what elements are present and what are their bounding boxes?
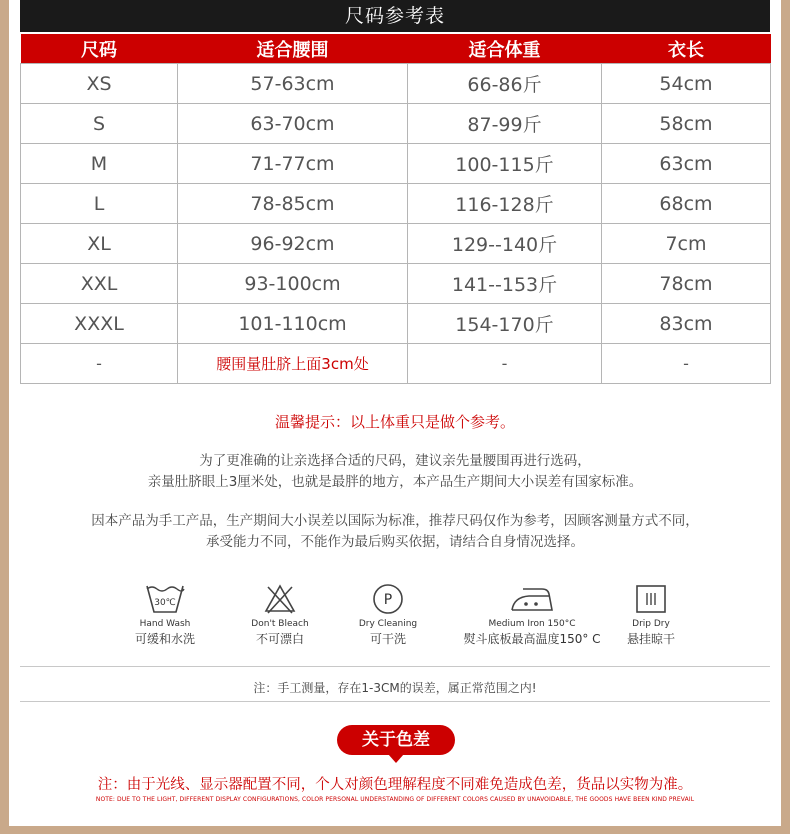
table-cell: 54cm — [602, 64, 771, 104]
table-cell: 83cm — [602, 304, 771, 344]
table-cell: S — [21, 104, 178, 144]
care-label-zh: 不可漂白 — [255, 632, 304, 646]
warm-tip: 温馨提示：以上体重只是做个参考。 — [274, 413, 515, 431]
disclaimer-line: 承受能力不同，不能作为最后购买依据，请结合自身情况选择。 — [206, 534, 584, 550]
table-cell: 101-110cm — [178, 304, 408, 344]
table-cell: 141--153斤 — [408, 264, 602, 304]
table-cell: 78cm — [602, 264, 771, 304]
table-row — [21, 224, 771, 264]
dry-clean-icon — [370, 583, 406, 615]
dry-clean-letter: P — [383, 592, 393, 608]
disclaimer-line: 因本产品为手工产品，生产期间大小误差以国际为标准，推荐尺码仅作为参考，因顾客测量方式不同， — [91, 513, 699, 529]
care-label-en: Don't Bleach — [251, 619, 309, 629]
waist-measure-note: 腰围量肚脐上面3cm处 — [178, 344, 408, 384]
handmade-disclaimer — [0, 511, 790, 553]
no-bleach-icon — [262, 583, 298, 615]
table-cell: M — [21, 144, 178, 184]
table-cell: 63-70cm — [178, 104, 408, 144]
table-cell: XS — [21, 64, 178, 104]
column-header: 衣长 — [602, 34, 771, 64]
table-row — [21, 64, 771, 104]
size-chart-table — [20, 34, 771, 384]
table-cell: 93-100cm — [178, 264, 408, 304]
table-row — [21, 304, 771, 344]
color-difference-note-en: NOTE: DUE TO THE LIGHT, DIFFERENT DISPLAY CONFIGURATIONS, COLOR PERSONAL UNDERSTANDING OF DIFFERENT COLORS CAUSED BY UNAVOIDABLE, THE GOODS HAVE BEEN KIND PREVAIL — [95, 796, 695, 803]
table-cell: - — [602, 344, 771, 384]
color-difference-badge: 关于色差 — [337, 725, 455, 755]
column-header: 尺码 — [21, 34, 178, 64]
badge-pointer — [388, 754, 404, 763]
advice-line: 为了更准确的让亲选择合适的尺码，建议亲先量腰围再进行选码， — [199, 453, 591, 469]
wash-temperature: 30℃ — [154, 598, 176, 608]
table-cell: 87-99斤 — [408, 104, 602, 144]
table-cell: - — [21, 344, 178, 384]
table-cell: 116-128斤 — [408, 184, 602, 224]
column-header: 适合腰围 — [178, 34, 408, 64]
care-label-en: Drip Dry — [632, 619, 670, 629]
table-cell: 154-170斤 — [408, 304, 602, 344]
care-label-zh: 可干洗 — [369, 632, 406, 646]
table-cell: 66-86斤 — [408, 64, 602, 104]
care-item-no-bleach — [225, 583, 335, 647]
table-cell: 100-115斤 — [408, 144, 602, 184]
care-item-dry-clean — [333, 583, 443, 647]
care-item-drip-dry — [596, 583, 706, 647]
care-label-zh: 可缓和水洗 — [134, 632, 195, 646]
table-header-row — [21, 34, 771, 64]
table-cell: - — [408, 344, 602, 384]
table-cell: 7cm — [602, 224, 771, 264]
table-cell: 68cm — [602, 184, 771, 224]
advice-line: 亲量肚脐眼上3厘米处，也就是最胖的地方，本产品生产期间大小误差有国家标准。 — [147, 474, 643, 490]
drip-dry-icon — [633, 583, 669, 615]
table-cell: 71-77cm — [178, 144, 408, 184]
care-item-iron — [452, 583, 612, 647]
care-label-en: Dry Cleaning — [358, 619, 418, 629]
table-cell: 57-63cm — [178, 64, 408, 104]
table-row — [21, 344, 771, 384]
table-row — [21, 104, 771, 144]
table-cell: 58cm — [602, 104, 771, 144]
page-title: 尺码参考表 — [20, 0, 770, 32]
color-difference-note: 注：由于光线、显示器配置不同，个人对颜色理解程度不同难免造成色差，货品以实物为准。 — [97, 777, 693, 793]
care-label-zh: 熨斗底板最高温度150° C — [463, 632, 601, 646]
divider — [20, 701, 770, 702]
table-cell: 129--140斤 — [408, 224, 602, 264]
table-cell: XXL — [21, 264, 178, 304]
care-label-zh: 悬挂晾干 — [626, 632, 675, 646]
care-label-en: Medium Iron 150°C — [488, 619, 576, 629]
table-cell: XL — [21, 224, 178, 264]
column-header: 适合体重 — [408, 34, 602, 64]
table-cell: XXXL — [21, 304, 178, 344]
care-item-hand-wash — [110, 583, 220, 647]
measure-advice — [0, 451, 790, 493]
hand-wash-icon — [144, 583, 186, 615]
care-label-en: Hand Wash — [139, 619, 191, 629]
table-cell: 63cm — [602, 144, 771, 184]
table-cell: L — [21, 184, 178, 224]
table-cell: 96-92cm — [178, 224, 408, 264]
divider — [20, 666, 770, 667]
measurement-note: 注：手工测量，存在1-3CM的误差，属正常范围之内! — [253, 681, 537, 695]
table-row — [21, 184, 771, 224]
table-cell: 78-85cm — [178, 184, 408, 224]
table-row — [21, 264, 771, 304]
table-row — [21, 144, 771, 184]
iron-medium-icon — [509, 583, 555, 615]
